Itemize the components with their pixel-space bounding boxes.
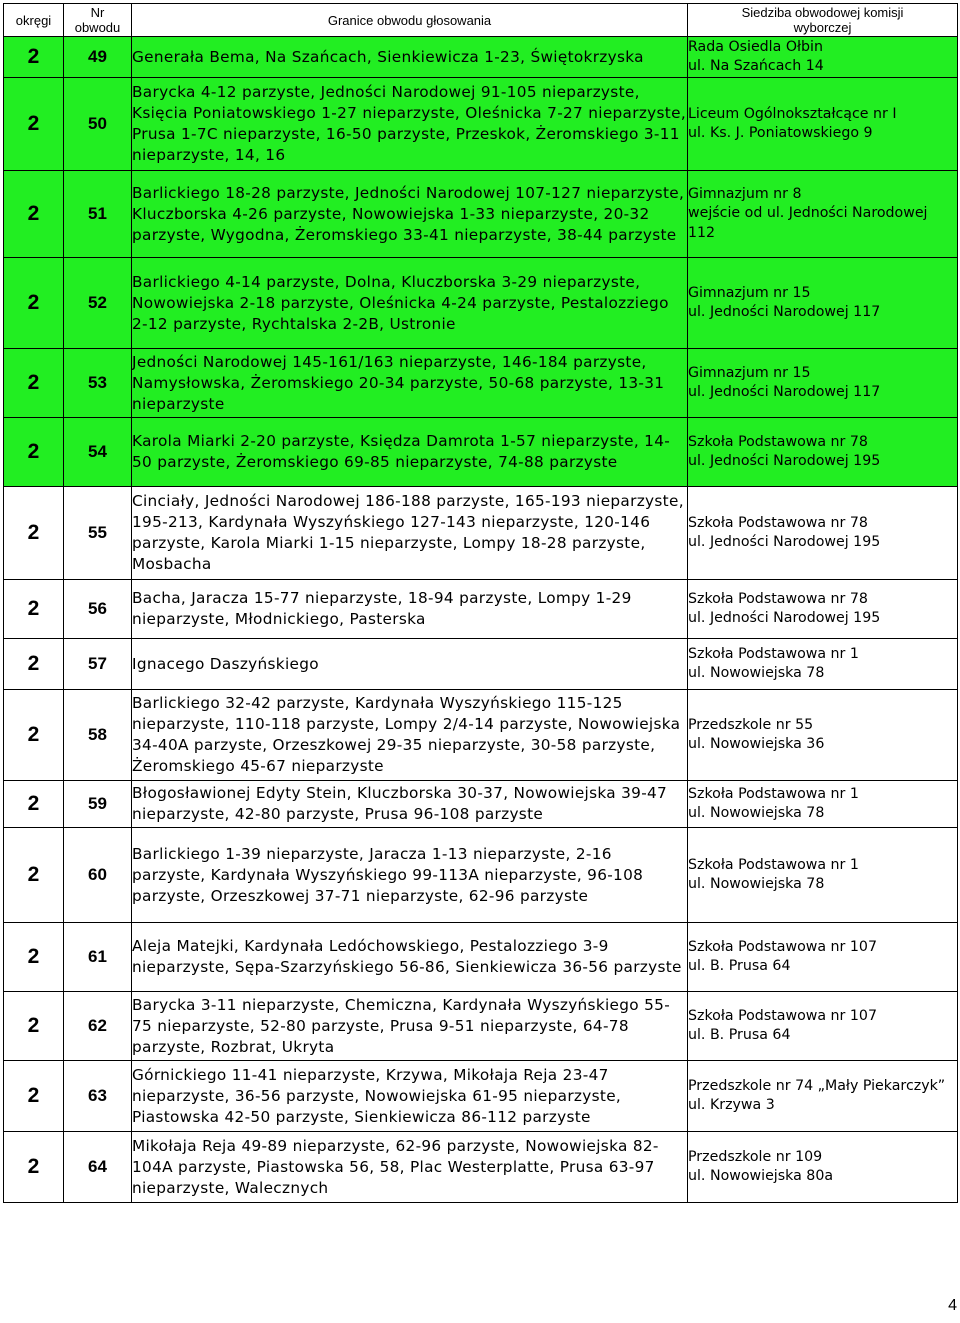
cell-bounds: Barlickiego 18-28 parzyste, Jedności Narodowej 107-127 nieparzyste, Kluczborska 4-26 parzyste, Nowowiejska 1-33 nieparzyste, 20-32 parzyste, Wygodna, Żeromskiego 33-41 nieparzyste, 38-44 parzyste	[132, 171, 688, 258]
cell-okreg: 2	[4, 418, 64, 487]
cell-seat: Szkoła Podstawowa nr 1 ul. Nowowiejska 78	[688, 781, 958, 828]
table-row	[4, 487, 958, 580]
cell-nr: 55	[64, 487, 132, 580]
cell-bounds: Błogosławionej Edyty Stein, Kluczborska 30-37, Nowowiejska 39-47 nieparzyste, 42-80 parzyste, Prusa 96-108 parzyste	[132, 781, 688, 828]
cell-okreg: 2	[4, 781, 64, 828]
cell-seat: Szkoła Podstawowa nr 107 ul. B. Prusa 64	[688, 923, 958, 992]
cell-okreg: 2	[4, 992, 64, 1061]
table-row	[4, 781, 958, 828]
table-row	[4, 923, 958, 992]
cell-seat: Przedszkole nr 74 „Mały Piekarczyk” ul. Krzywa 3	[688, 1061, 958, 1132]
table-row	[4, 258, 958, 349]
header-bounds: Granice obwodu głosowania	[132, 4, 688, 37]
cell-nr: 62	[64, 992, 132, 1061]
cell-bounds: Mikołaja Reja 49-89 nieparzyste, 62-96 parzyste, Nowowiejska 82-104A parzyste, Piastowska 56, 58, Plac Westerplatte, Prusa 63-97 nieparzyste, Walecznych	[132, 1132, 688, 1203]
cell-bounds: Aleja Matejki, Kardynała Ledóchowskiego, Pestalozziego 3-9 nieparzyste, Sępa-Szarzyńskiego 56-86, Sienkiewicza 36-56 parzyste	[132, 923, 688, 992]
cell-bounds: Barlickiego 1-39 nieparzyste, Jaracza 1-13 nieparzyste, 2-16 parzyste, Kardynała Wyszyńskiego 99-113A nieparzyste, 96-108 parzyste, Orzeszkowej 37-71 nieparzyste, 62-96 parzyste	[132, 828, 688, 923]
cell-seat: Szkoła Podstawowa nr 78 ul. Jedności Narodowej 195	[688, 418, 958, 487]
cell-bounds: Jedności Narodowej 145-161/163 nieparzyste, 146-184 parzyste, Namysłowska, Żeromskiego 20-34 parzyste, 50-68 parzyste, 13-31 nieparzyste	[132, 349, 688, 418]
header-seat: Siedziba obwodowej komisji wyborczej	[688, 4, 958, 37]
table-row	[4, 639, 958, 690]
cell-seat: Szkoła Podstawowa nr 78 ul. Jedności Narodowej 195	[688, 487, 958, 580]
cell-seat: Gimnazjum nr 15 ul. Jedności Narodowej 117	[688, 349, 958, 418]
header-okreg: okręgi	[4, 4, 64, 37]
cell-okreg: 2	[4, 923, 64, 992]
table-row	[4, 1061, 958, 1132]
cell-nr: 49	[64, 37, 132, 78]
cell-nr: 56	[64, 580, 132, 639]
table-row	[4, 171, 958, 258]
cell-okreg: 2	[4, 37, 64, 78]
cell-seat: Szkoła Podstawowa nr 107 ul. B. Prusa 64	[688, 992, 958, 1061]
cell-okreg: 2	[4, 1061, 64, 1132]
cell-nr: 57	[64, 639, 132, 690]
cell-bounds: Barycka 4-12 parzyste, Jedności Narodowej 91-105 nieparzyste, Księcia Poniatowskiego 1-27 nieparzyste, Oleśnicka 7-27 nieparzyste, Prusa 1-7C nieparzyste, 16-50 parzyste, Przeskok, Żeromskiego 3-11 nieparzyste, 14, 16	[132, 78, 688, 171]
cell-seat: Przedszkole nr 55 ul. Nowowiejska 36	[688, 690, 958, 781]
cell-okreg: 2	[4, 1132, 64, 1203]
table-row	[4, 992, 958, 1061]
cell-okreg: 2	[4, 690, 64, 781]
table-row	[4, 78, 958, 171]
districts-table	[3, 3, 958, 1203]
cell-nr: 54	[64, 418, 132, 487]
cell-nr: 60	[64, 828, 132, 923]
cell-seat: Szkoła Podstawowa nr 78 ul. Jedności Narodowej 195	[688, 580, 958, 639]
cell-okreg: 2	[4, 349, 64, 418]
cell-bounds: Cinciały, Jedności Narodowej 186-188 parzyste, 165-193 nieparzyste, 195-213, Kardynała Wyszyńskiego 127-143 nieparzyste, 120-146 parzyste, Karola Miarki 1-15 nieparzyste, Lompy 18-28 parzyste, Mosbacha	[132, 487, 688, 580]
cell-nr: 61	[64, 923, 132, 992]
table-row	[4, 580, 958, 639]
cell-seat: Gimnazjum nr 8 wejście od ul. Jedności Narodowej 112	[688, 171, 958, 258]
cell-okreg: 2	[4, 171, 64, 258]
cell-okreg: 2	[4, 828, 64, 923]
cell-okreg: 2	[4, 639, 64, 690]
cell-nr: 64	[64, 1132, 132, 1203]
page-number: 4	[948, 1297, 957, 1314]
table-body	[4, 37, 958, 1203]
cell-seat: Szkoła Podstawowa nr 1 ul. Nowowiejska 78	[688, 639, 958, 690]
table-row	[4, 418, 958, 487]
cell-bounds: Bacha, Jaracza 15-77 nieparzyste, 18-94 parzyste, Lompy 1-29 nieparzyste, Młodnickiego, Pasterska	[132, 580, 688, 639]
cell-nr: 59	[64, 781, 132, 828]
cell-bounds: Barycka 3-11 nieparzyste, Chemiczna, Kardynała Wyszyńskiego 55-75 nieparzyste, 52-80 parzyste, Prusa 9-51 nieparzyste, 64-78 parzyste, Rozbrat, Ukryta	[132, 992, 688, 1061]
cell-bounds: Generała Bema, Na Szańcach, Sienkiewicza 1-23, Świętokrzyska	[132, 37, 688, 78]
cell-nr: 63	[64, 1061, 132, 1132]
table-row	[4, 690, 958, 781]
cell-seat: Gimnazjum nr 15 ul. Jedności Narodowej 117	[688, 258, 958, 349]
cell-nr: 58	[64, 690, 132, 781]
header-nr: Nr obwodu	[64, 4, 132, 37]
cell-nr: 52	[64, 258, 132, 349]
cell-okreg: 2	[4, 580, 64, 639]
cell-bounds: Karola Miarki 2-20 parzyste, Księdza Damrota 1-57 nieparzyste, 14-50 parzyste, Żeromskiego 69-85 nieparzyste, 74-88 parzyste	[132, 418, 688, 487]
table-row	[4, 828, 958, 923]
cell-bounds: Barlickiego 4-14 parzyste, Dolna, Kluczborska 3-29 nieparzyste, Nowowiejska 2-18 parzyste, Oleśnicka 4-24 parzyste, Pestalozziego 2-12 parzyste, Rychtalska 2-2B, Ustronie	[132, 258, 688, 349]
cell-nr: 53	[64, 349, 132, 418]
table-row	[4, 349, 958, 418]
table-row	[4, 1132, 958, 1203]
cell-bounds: Górnickiego 11-41 nieparzyste, Krzywa, Mikołaja Reja 23-47 nieparzyste, 36-56 parzyste, Nowowiejska 61-95 nieparzyste, Piastowska 42-50 parzyste, Sienkiewicza 86-112 parzyste	[132, 1061, 688, 1132]
cell-seat: Rada Osiedla Ołbin ul. Na Szańcach 14	[688, 37, 958, 78]
cell-nr: 51	[64, 171, 132, 258]
table-row	[4, 37, 958, 78]
cell-okreg: 2	[4, 258, 64, 349]
cell-okreg: 2	[4, 78, 64, 171]
cell-bounds: Barlickiego 32-42 parzyste, Kardynała Wyszyńskiego 115-125 nieparzyste, 110-118 parzyste, Lompy 2/4-14 parzyste, Nowowiejska 34-40A parzyste, Orzeszkowej 29-35 nieparzyste, 30-58 parzyste, Żeromskiego 45-67 nieparzyste	[132, 690, 688, 781]
cell-okreg: 2	[4, 487, 64, 580]
cell-bounds: Ignacego Daszyńskiego	[132, 639, 688, 690]
cell-seat: Liceum Ogólnokształcące nr I ul. Ks. J. Poniatowskiego 9	[688, 78, 958, 171]
cell-seat: Szkoła Podstawowa nr 1 ul. Nowowiejska 78	[688, 828, 958, 923]
cell-seat: Przedszkole nr 109 ul. Nowowiejska 80a	[688, 1132, 958, 1203]
table-header-row	[4, 4, 958, 37]
cell-nr: 50	[64, 78, 132, 171]
